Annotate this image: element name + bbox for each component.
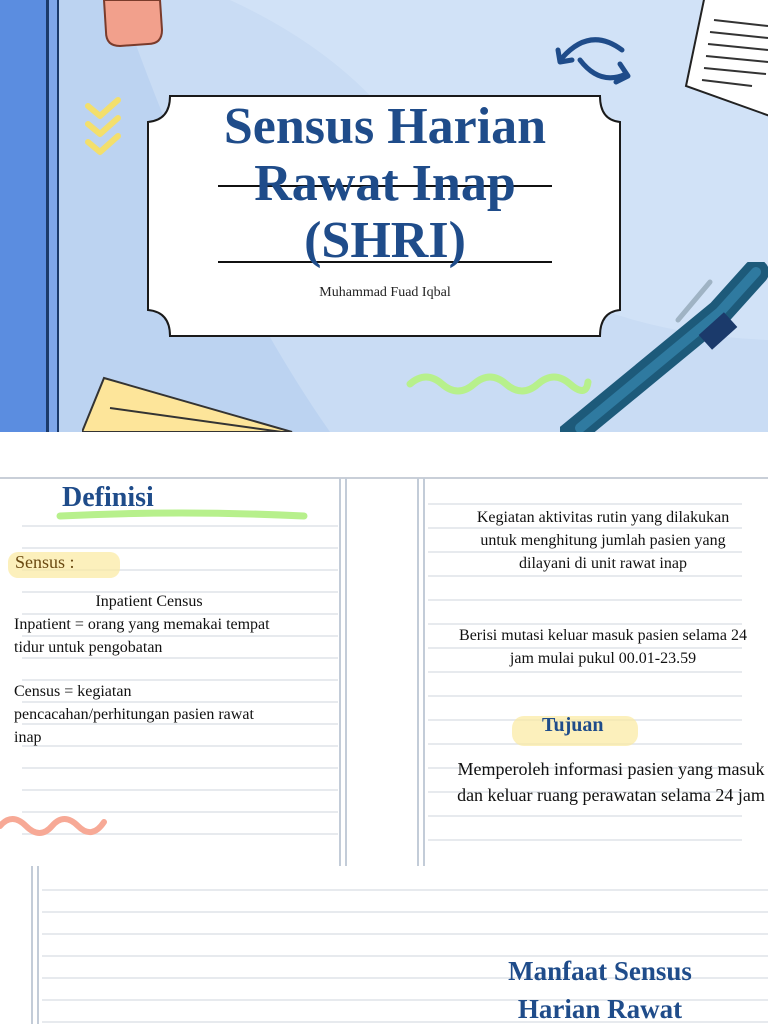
heading-manfaat (470, 952, 730, 1024)
author-name: Muhammad Fuad Iqbal (319, 285, 451, 300)
manfaat-line-2: Harian Rawat (517, 994, 683, 1024)
definition-slide (0, 470, 384, 866)
shri-description: Kegiatan aktivitas rutin yang dilakukan untuk menghitung jumlah pasien yang dilayani di unit rawat inap (476, 509, 730, 572)
pink-squiggle (0, 819, 104, 833)
heading-tujuan: Tujuan (542, 714, 604, 736)
title-line-3: (SHRI) (304, 212, 466, 269)
presentation-title (150, 98, 620, 269)
label-sensus: Sensus : (15, 552, 75, 572)
title-line-1: Sensus Harian (223, 98, 547, 155)
benefits-slide (0, 866, 768, 1024)
title-line-2: Rawat Inap (254, 155, 516, 212)
inpatient-definition: Inpatient = orang yang memakai tempat tidur untuk pengobatan (14, 616, 270, 656)
tujuan-text: Memperoleh informasi pasien yang masuk dan keluar ruang perawatan selama 24 jam (457, 759, 765, 805)
title-slide (0, 0, 768, 432)
census-definition: Census = kegiatan pencacahan/perhitungan pasien rawat inap (14, 683, 254, 746)
shri-mutation-description: Berisi mutasi keluar masuk pasien selama 24 jam mulai pukul 00.01-23.59 (459, 627, 747, 667)
notebook-lines (0, 470, 384, 866)
definition-detail-slide (384, 470, 768, 866)
inpatient-census-block (14, 590, 284, 659)
heading-definisi: Definisi (62, 482, 154, 513)
inpatient-census-title: Inpatient Census (95, 593, 203, 610)
manfaat-line-1: Manfaat Sensus (508, 956, 692, 986)
